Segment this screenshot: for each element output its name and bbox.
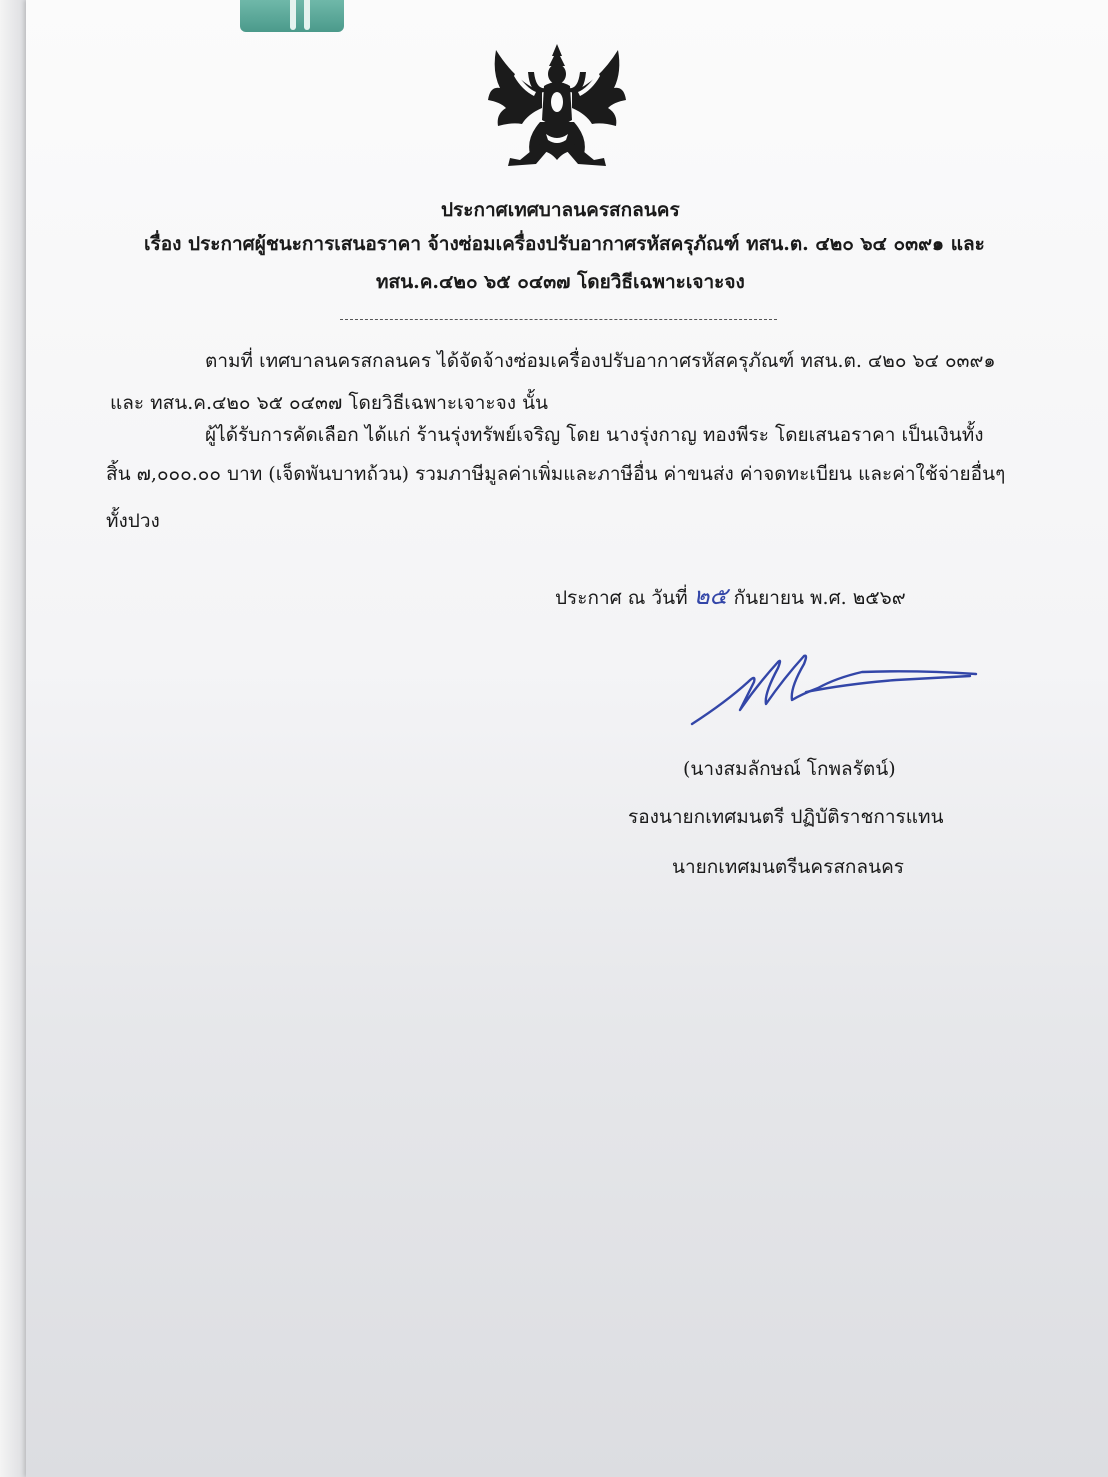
date-day-handwritten: ๒๕ (693, 582, 728, 610)
paper-clip (240, 0, 344, 32)
paragraph-1-line-1: ตามที่ เทศบาลนครสกลนคร ได้จัดจ้างซ่อมเครื่องปรับอากาศรหัสครุภัณฑ์ ทสน.ต. ๔๒๐ ๖๔ ๐๓๙๑ (205, 350, 996, 372)
separator-line (340, 319, 777, 320)
paragraph-2-line-1: ผู้ได้รับการคัดเลือก ได้แก่ ร้านรุ่งทรัพย์เจริญ โดย นางรุ่งกาญ ทองพีระ โดยเสนอราคา เป็นเงินทั้ง (205, 424, 984, 446)
garuda-emblem-icon (486, 42, 628, 174)
signatory-position-2: นายกเทศมนตรีนครสกลนคร (672, 856, 904, 878)
subject-line-2: ทสน.ค.๔๒๐ ๖๕ ๐๔๓๗ โดยวิธีเฉพาะเจาะจง (376, 271, 745, 293)
signatory-name: (นางสมลักษณ์ โกพลรัตน์) (683, 758, 896, 780)
date-prefix: ประกาศ ณ วันที่ (555, 587, 688, 609)
signatory-position-1: รองนายกเทศมนตรี ปฏิบัติราชการแทน (628, 806, 944, 828)
announcement-title: ประกาศเทศบาลนครสกลนคร (441, 199, 680, 221)
date-suffix: กันยายน พ.ศ. ๒๕๖๙ (733, 587, 906, 609)
desk-background (0, 0, 26, 1477)
subject-line-1: เรื่อง ประกาศผู้ชนะการเสนอราคา จ้างซ่อมเครื่องปรับอากาศรหัสครุภัณฑ์ ทสน.ต. ๔๒๐ ๖๔ ๐๓๙๑ และ (144, 233, 985, 255)
paragraph-1-line-2: และ ทสน.ค.๔๒๐ ๖๕ ๐๔๓๗ โดยวิธีเฉพาะเจาะจง นั้น (110, 392, 549, 414)
handwritten-signature (686, 648, 982, 730)
paragraph-2-line-3: ทั้งปวง (106, 510, 160, 532)
announcement-date (555, 582, 906, 611)
paragraph-2-line-2: สิ้น ๗,๐๐๐.๐๐ บาท (เจ็ดพันบาทถ้วน) รวมภาษีมูลค่าเพิ่มและภาษีอื่น ค่าขนส่ง ค่าจดทะเบียน และค่าใช้จ่ายอื่นๆ (106, 463, 1006, 485)
